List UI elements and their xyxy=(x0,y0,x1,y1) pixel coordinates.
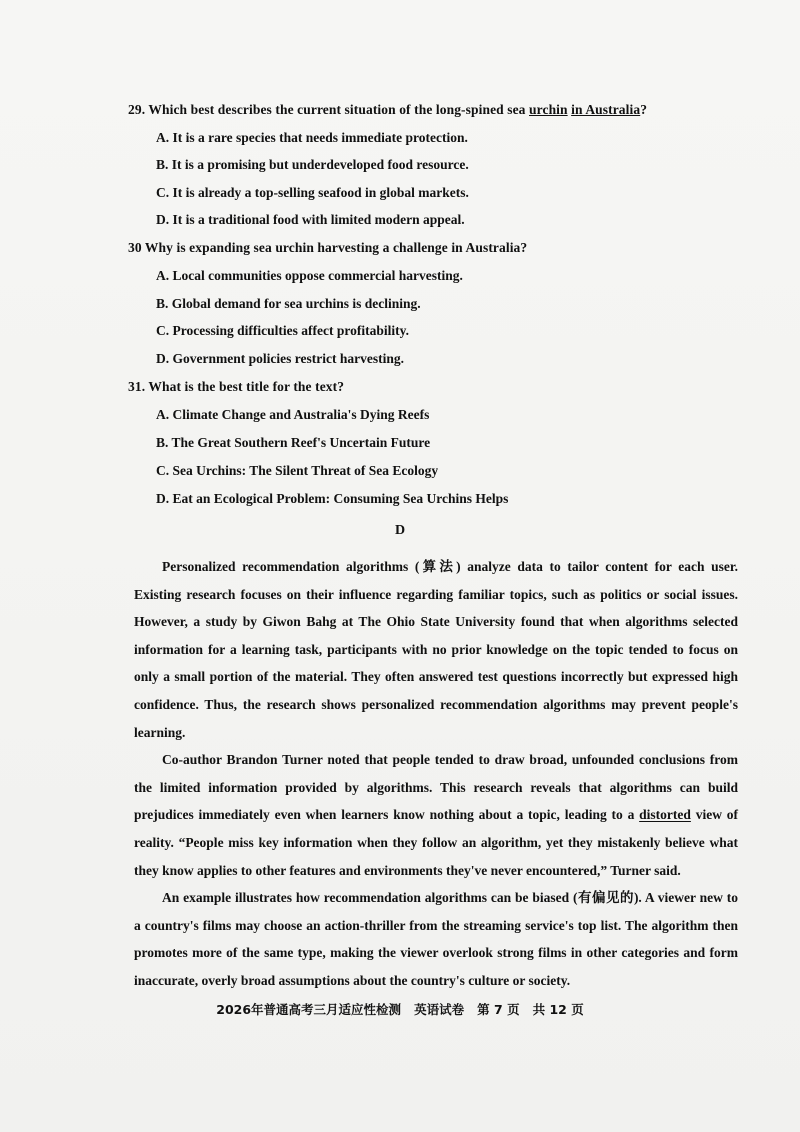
question-29-option-c: C. It is already a top-selling seafood in global markets. xyxy=(156,185,469,200)
question-29-option-b: B. It is a promising but underdeveloped food resource. xyxy=(156,157,469,172)
question-30-option-d: D. Government policies restrict harvesting. xyxy=(156,351,404,366)
question-29-stem-text: 29. Which best describes the current situation of the long-spined sea xyxy=(128,102,530,117)
question-30-stem: 30 Why is expanding sea urchin harvesting a challenge in Australia? xyxy=(128,240,528,255)
underlined-word-distorted: distorted xyxy=(639,807,691,823)
question-31-option-c: C. Sea Urchins: The Silent Threat of Sea Ecology xyxy=(156,463,439,478)
paragraph-2-text-before: Co-author Brandon Turner noted that people tended to draw broad, unfounded conclusions from the limited information provided by algorithms. This research reveals that algorithms can build prejudices immediately even when learners know nothing about a topic, leading to a xyxy=(134,752,738,823)
question-31-option-b: B. The Great Southern Reef's Uncertain Future xyxy=(156,435,431,450)
page-footer: 2026年普通高考三月适应性检测 英语试卷 第 7 页 共 12 页 xyxy=(216,1002,584,1017)
struck-text-in-australia: in Australia xyxy=(571,102,641,117)
question-30-option-b: B. Global demand for sea urchins is declining. xyxy=(156,296,421,311)
passage-paragraph-1: Personalized recommendation algorithms (算法) analyze data to tailor content for each user. Existing research focuses on their influence regarding familiar topics, such as politics or social issues. However, a study by Giwon Bahg at The Ohio State University found that when algorithms selected information for a learning task, participants with no prior knowledge on the topic tended to focus on only a small portion of the material. They often answered test questions incorrectly but expressed high confidence. Thus, the research shows personalized recommendation algorithms may prevent people's learning. xyxy=(134,559,738,740)
question-29-option-a: A. It is a rare species that needs immediate protection. xyxy=(156,130,468,145)
question-mark: ? xyxy=(640,102,648,117)
question-29-stem xyxy=(128,102,647,118)
passage-paragraph-2 xyxy=(134,746,738,884)
reading-passage xyxy=(134,553,738,995)
question-31-option-d: D. Eat an Ecological Problem: Consuming Sea Urchins Helps xyxy=(156,491,509,506)
section-heading: D xyxy=(394,523,406,538)
question-29-option-d: D. It is a traditional food with limited modern appeal. xyxy=(156,212,465,227)
passage-paragraph-3: An example illustrates how recommendation algorithms can be biased (有偏见的). A viewer new to a country's films may choose an action-thriller from the streaming service's top list. The algorithm then promotes more of the same type, making the viewer overlook strong films in other categories and form inaccurate, overly broad assumptions about the country's culture or society. xyxy=(134,890,738,988)
paragraph-2-text-after: view of reality. “People miss key information when they follow an algorithm, yet they mistakenly believe what they know applies to other features and environments they've never encountered,” Turner said. xyxy=(134,807,738,878)
question-30-option-c: C. Processing difficulties affect profitability. xyxy=(156,323,409,338)
question-31-stem: 31. What is the best title for the text? xyxy=(128,379,345,394)
underlined-word-urchin: urchin xyxy=(529,102,568,117)
question-30-option-a: A. Local communities oppose commercial harvesting. xyxy=(156,268,463,283)
question-31-option-a: A. Climate Change and Australia's Dying Reefs xyxy=(156,407,430,422)
